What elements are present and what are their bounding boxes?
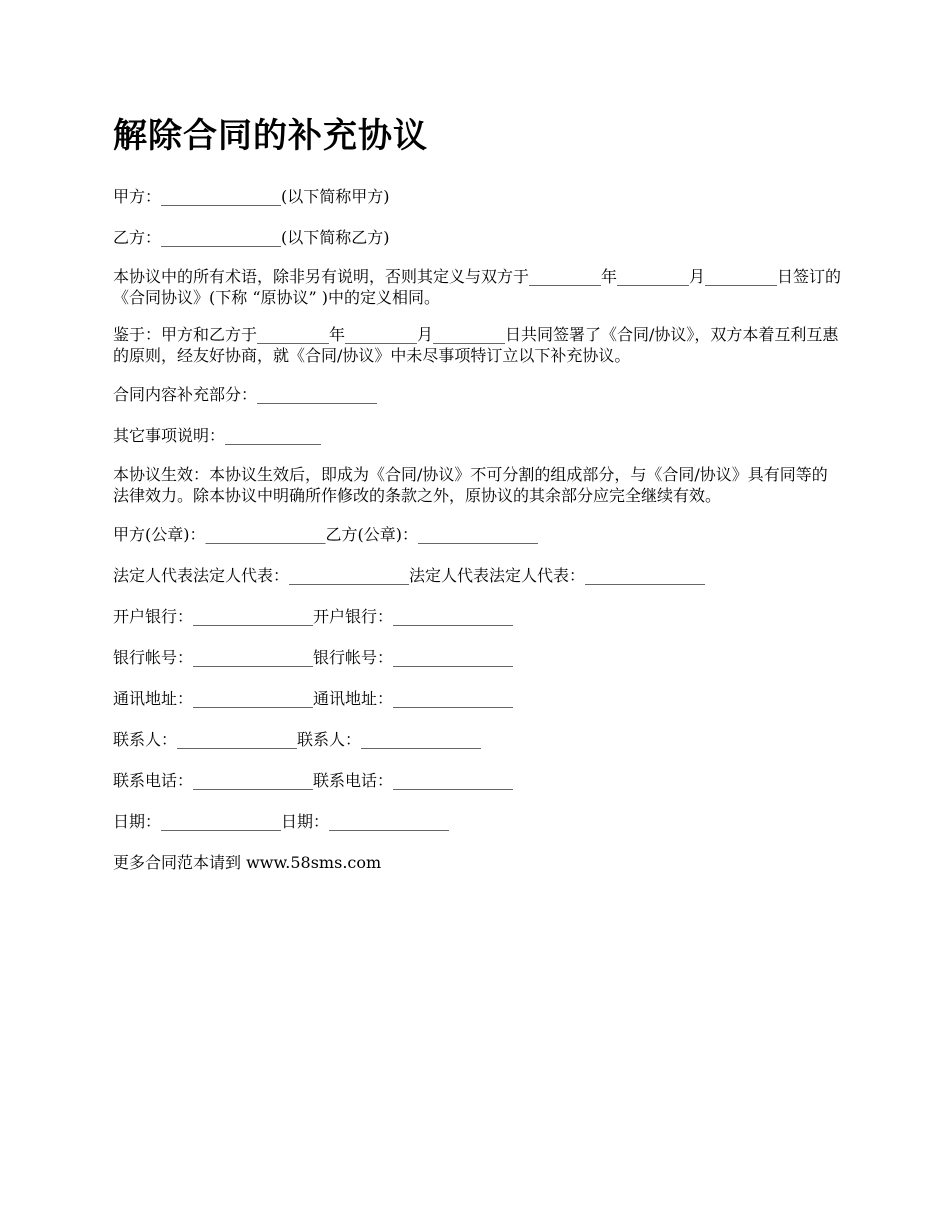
bank-account-line: 银行帐号：_______________银行帐号：_______________ bbox=[113, 648, 514, 667]
phone-line: 联系电话：_______________联系电话：_______________ bbox=[113, 771, 514, 790]
seal-line: 甲方(公章)：_______________乙方(公章)：_______________ bbox=[113, 525, 538, 544]
legal-representative-line: 法定人代表法定人代表：_______________法定人代表法定人代表：_______________ bbox=[113, 566, 706, 585]
address-line: 通讯地址：_______________通讯地址：_______________ bbox=[113, 689, 514, 708]
supplement-content-line: 合同内容补充部分：_______________ bbox=[113, 385, 378, 404]
effectiveness-paragraph: 本协议生效：本协议生效后，即成为《合同/协议》不可分割的组成部分，与《合同/协议》具有同等的法律效力。除本协议中明确所作修改的条款之外，原协议的其余部分应完全继续有效。 bbox=[113, 465, 828, 505]
contact-person-line: 联系人：_______________联系人：_______________ bbox=[113, 730, 482, 749]
party-b-line: 乙方：_______________(以下简称乙方) bbox=[113, 228, 390, 247]
party-a-line: 甲方：_______________(以下简称甲方) bbox=[113, 187, 390, 206]
whereas-paragraph: 鉴于：甲方和乙方于_________年_________月_________日共同签署了《合同/协议》，双方本着互利互惠的原则，经友好协商，就《合同/协议》中未尽事项特订立以下补充协议。 bbox=[113, 325, 839, 365]
other-matters-line: 其它事项说明：____________ bbox=[113, 426, 322, 445]
terms-definition-paragraph: 本协议中的所有术语，除非另有说明，否则其定义与双方于_________年_________月_________日签订的《合同协议》(下称 “原协议” )中的定义相同。 bbox=[113, 267, 842, 307]
bank-line: 开户银行：_______________开户银行：_______________ bbox=[113, 607, 514, 626]
document-title: 解除合同的补充协议 bbox=[113, 116, 428, 156]
date-line: 日期：_______________日期：_______________ bbox=[113, 812, 450, 831]
footer-link-text: 更多合同范本请到 www.58sms.com bbox=[113, 853, 382, 872]
document-page bbox=[113, 110, 843, 891]
